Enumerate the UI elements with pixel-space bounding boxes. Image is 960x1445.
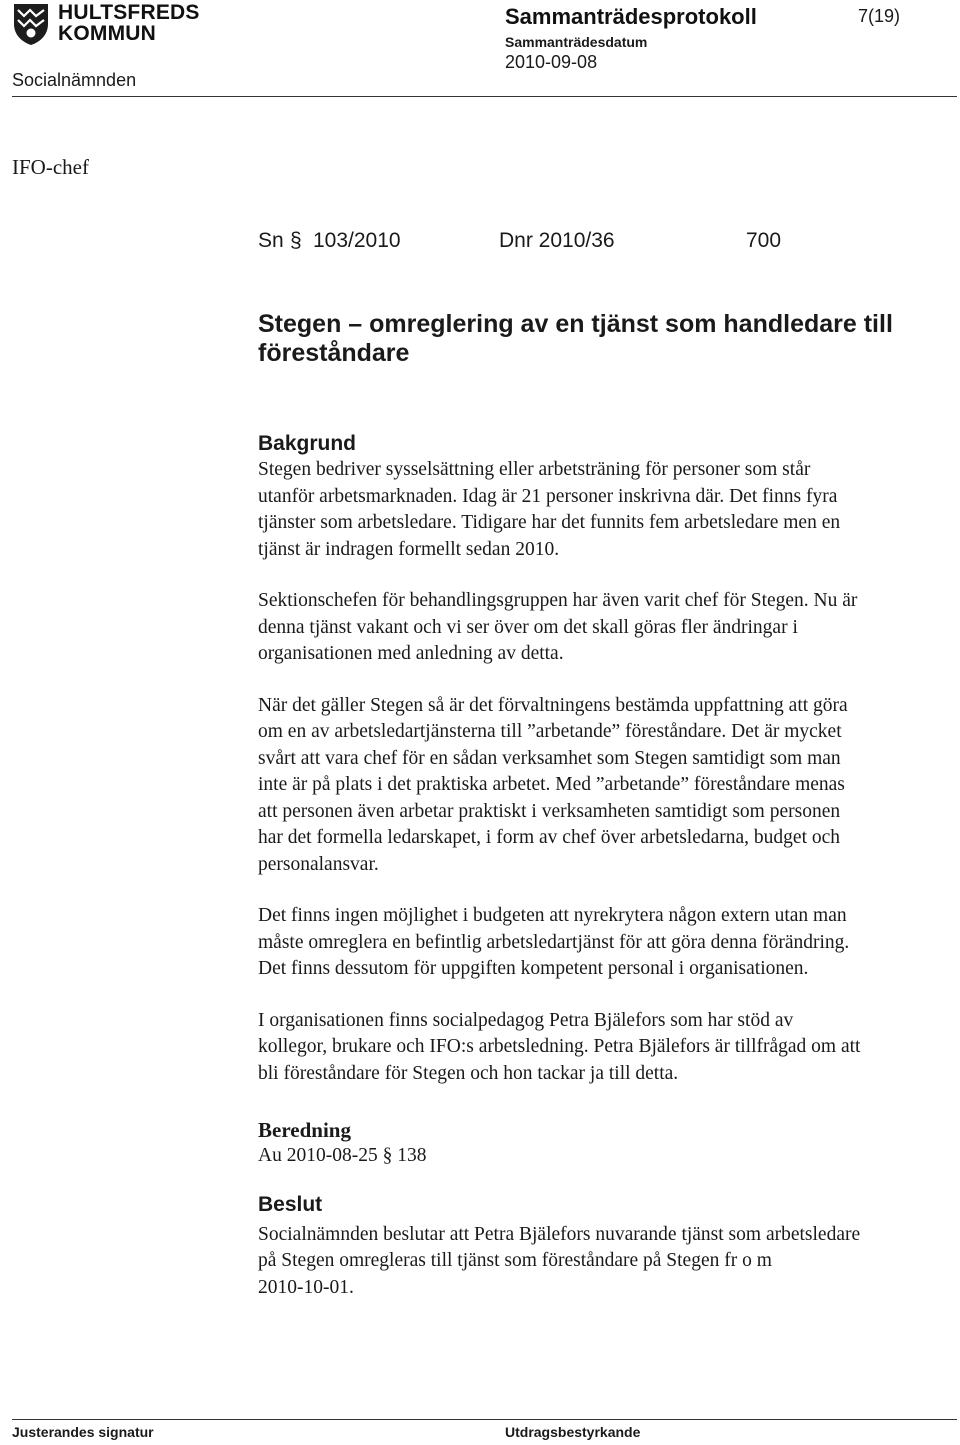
text-line: svårt att vara chef för en sådan verksamhet som Stegen samtidigt som man xyxy=(258,747,841,769)
text-line: denna tjänst vakant och vi ser över om det skall göras fler ändringar i xyxy=(258,616,798,638)
text-line: tjänster som arbetsledare. Tidigare har det funnits fem arbetsledare men en xyxy=(258,512,841,533)
text-line: utanför arbetsmarknaden. Idag är 21 personer inskrivna där. Det finns fyra xyxy=(258,485,838,507)
certification-label: Utdragsbestyrkande xyxy=(505,1424,641,1440)
text-line: bli föreståndare för Stegen och hon tackar ja till detta. xyxy=(258,1062,679,1084)
text-line: inte är på plats i det praktiska arbetet. Med ”arbetande” föreståndare menas xyxy=(258,774,845,795)
text-line: att personen även arbetar praktiskt i verksamheten samtidigt som personen xyxy=(258,800,841,822)
committee-name: Socialnämnden xyxy=(12,70,137,90)
signature-label: Justerandes signatur xyxy=(12,1424,154,1440)
beredning-heading: Beredning xyxy=(258,1118,351,1142)
text-line: När det gäller Stegen så är det förvaltningens bestämda uppfattning att göra xyxy=(258,694,848,716)
reference-dnr: Dnr 2010/36 xyxy=(499,229,615,252)
text-line: Stegen bedriver sysselsättning eller arbetsträning för personer som står xyxy=(258,459,811,480)
title-line: Stegen – omreglering av en tjänst som handledare till xyxy=(258,310,893,338)
reference-code: 700 xyxy=(746,229,782,252)
text-line: tjänst är indragen formellt sedan 2010. xyxy=(258,538,560,560)
kommun-logo xyxy=(12,2,212,48)
text-line: personalansvar. xyxy=(258,853,379,875)
title-line: föreståndare xyxy=(258,339,410,367)
text-line: Sektionschefen för behandlingsgruppen har även varit chef för Stegen. Nu är xyxy=(258,590,858,611)
text-line: 2010-10-01. xyxy=(258,1276,354,1298)
page-title xyxy=(258,310,958,368)
coat-of-arms-icon xyxy=(12,2,50,46)
header-divider xyxy=(12,96,957,97)
beredning-text: Au 2010-08-25 § 138 xyxy=(258,1145,427,1166)
text-line: I organisationen finns socialpedagog Petra Bjälefors som har stöd av xyxy=(258,1009,794,1031)
paragraph xyxy=(258,693,958,879)
text-line: Socialnämnden beslutar att Petra Bjälefors nuvarande tjänst som arbetsledare xyxy=(258,1223,861,1245)
main-content xyxy=(258,310,958,1301)
text-line: på Stegen omregleras till tjänst som föreståndare på Stegen fr o m xyxy=(258,1250,772,1271)
meeting-date-label: Sammanträdesdatum xyxy=(505,34,648,50)
paragraph xyxy=(258,588,958,668)
logo-line-2: KOMMUN xyxy=(58,22,157,45)
logo-text xyxy=(58,2,200,44)
reference-sn-number: 103/2010 xyxy=(313,229,401,252)
text-line: Det finns dessutom för uppgiften kompetent personal i organisationen. xyxy=(258,958,809,979)
text-line: Det finns ingen möjlighet i budgeten att nyrekrytera någon extern utan man xyxy=(258,905,847,926)
text-line: organisationen med anledning av detta. xyxy=(258,643,564,664)
bakgrund-heading: Bakgrund xyxy=(258,432,357,455)
paragraph xyxy=(258,903,958,983)
page-number: 7(19) xyxy=(858,6,901,26)
text-line: om en av arbetsledartjänsterna till ”arbetande” föreståndare. Det är mycket xyxy=(258,721,842,742)
paragraph xyxy=(258,1008,958,1088)
section-label: IFO-chef xyxy=(12,155,89,179)
paragraph xyxy=(258,457,958,563)
text-line: kollegor, brukare och IFO:s arbetsledning. Petra Bjälefors är tillfrågad om att xyxy=(258,1036,861,1057)
meeting-date: 2010-09-08 xyxy=(505,52,598,72)
text-line: har det formella ledarskapet, i form av chef över arbetsledarna, budget och xyxy=(258,827,841,848)
document-title: Sammanträdesprotokoll xyxy=(505,4,757,29)
reference-sn: Sn xyxy=(258,229,284,252)
paragraph xyxy=(258,1222,958,1302)
logo-line-1: HULTSFREDS xyxy=(58,1,200,24)
beslut-heading: Beslut xyxy=(258,1192,323,1216)
footer-divider xyxy=(12,1419,957,1420)
text-line: måste omreglera en befintlig arbetsledartjänst för att göra denna förändring. xyxy=(258,931,850,953)
paragraph-sign: § xyxy=(290,229,302,252)
